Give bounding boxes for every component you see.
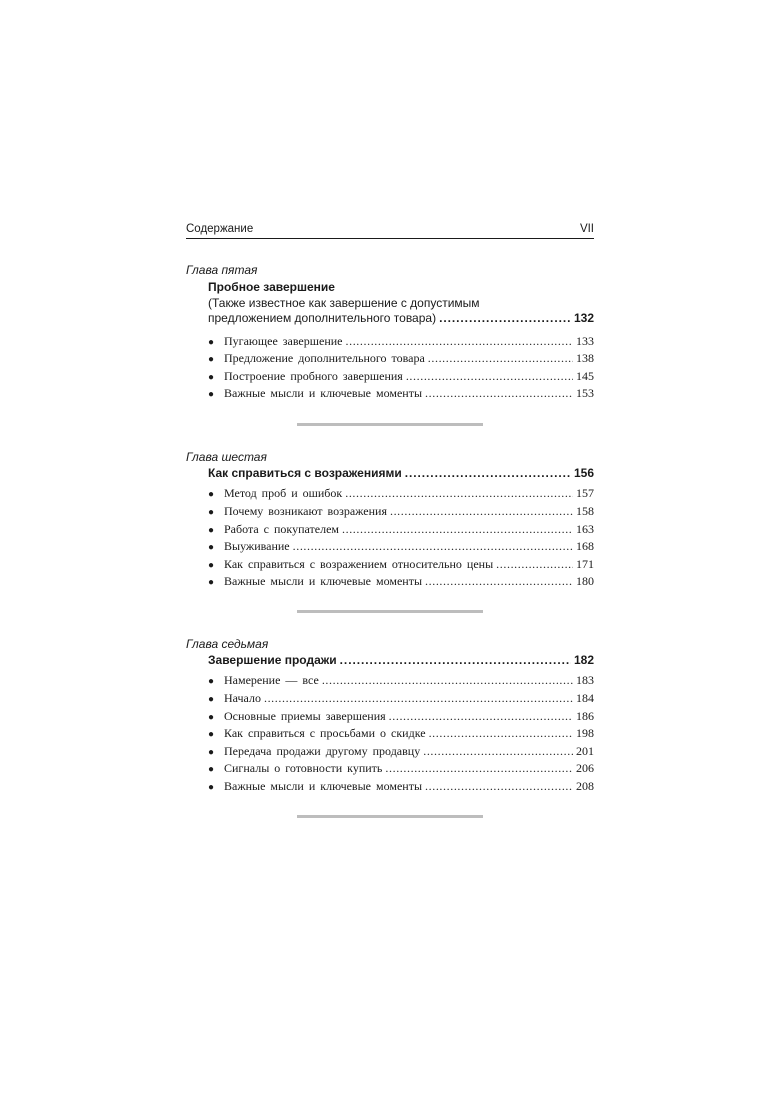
dot-leader xyxy=(439,311,571,327)
dot-leader xyxy=(340,653,571,669)
toc-entry-page: 171 xyxy=(576,556,594,571)
toc-entry-title: Основные приемы завершения xyxy=(224,708,386,723)
toc-entry[interactable] xyxy=(208,503,594,521)
bullet-icon: ● xyxy=(208,354,215,366)
toc-entry-title: Почему возникают возражения xyxy=(224,503,387,518)
bullet-icon: ● xyxy=(208,711,215,723)
dot-leader xyxy=(428,350,573,368)
section-list xyxy=(208,333,594,403)
toc-entry[interactable] xyxy=(208,556,594,574)
toc-entry[interactable] xyxy=(208,690,594,708)
toc-entry-page: 168 xyxy=(576,539,594,554)
chapter-subtitle-line: предложением дополнительного товара) xyxy=(208,311,437,325)
chapter-title-entry[interactable] xyxy=(208,653,594,669)
chapter-title: Завершение продажи xyxy=(208,652,337,667)
chapter-label: Глава пятая xyxy=(186,263,258,277)
running-head-page-number: VII xyxy=(579,223,594,235)
dot-leader xyxy=(423,743,573,761)
section-divider xyxy=(297,610,483,613)
toc-entry-page: 198 xyxy=(576,726,594,741)
bullet-icon: ● xyxy=(208,694,215,706)
toc-entry[interactable] xyxy=(208,743,594,761)
toc-entry-title: Сигналы о готовности купить xyxy=(224,761,383,776)
dot-leader xyxy=(342,521,573,539)
dot-leader xyxy=(405,466,571,482)
chapter-label: Глава седьмая xyxy=(186,636,269,651)
dot-leader xyxy=(425,778,573,796)
bullet-icon: ● xyxy=(208,489,215,501)
running-head xyxy=(186,222,594,239)
bullet-icon: ● xyxy=(208,729,215,741)
chapter-title: Как справиться с возражениями xyxy=(208,465,402,480)
section-list xyxy=(208,672,594,795)
dot-leader xyxy=(385,760,573,778)
chapter-title: Пробное завершение xyxy=(208,280,335,294)
toc-entry-page: 186 xyxy=(576,708,594,723)
toc-entry-page: 163 xyxy=(576,521,594,536)
toc-entry[interactable] xyxy=(208,538,594,556)
chapter-page-number: 132 xyxy=(573,311,594,325)
toc-entry[interactable] xyxy=(208,350,594,368)
toc-page xyxy=(186,222,594,818)
bullet-icon: ● xyxy=(208,577,215,589)
toc-entry[interactable] xyxy=(208,672,594,690)
section-list xyxy=(208,485,594,591)
bullet-icon: ● xyxy=(208,506,215,518)
dot-leader xyxy=(429,725,573,743)
toc-entry-page: 206 xyxy=(576,761,594,776)
dot-leader xyxy=(496,556,573,574)
running-head-title: Содержание xyxy=(186,223,254,235)
toc-entry[interactable] xyxy=(208,573,594,591)
toc-entry-page: 153 xyxy=(576,386,594,401)
dot-leader xyxy=(389,708,573,726)
bullet-icon: ● xyxy=(208,389,215,401)
chapter-page-number: 182 xyxy=(573,652,594,667)
toc-entry-title: Пугающее завершение xyxy=(224,333,343,348)
chapter-title-entry[interactable] xyxy=(208,466,594,482)
chapter-5 xyxy=(186,263,594,403)
bullet-icon: ● xyxy=(208,676,215,688)
dot-leader xyxy=(264,690,573,708)
section-divider xyxy=(297,423,483,426)
chapter-title-block xyxy=(208,280,594,327)
toc-entry[interactable] xyxy=(208,725,594,743)
toc-entry-title: Метод проб и ошибок xyxy=(224,486,343,501)
bullet-icon: ● xyxy=(208,746,215,758)
toc-entry[interactable] xyxy=(208,521,594,539)
toc-entry-title: Построение пробного завершения xyxy=(224,368,403,383)
toc-entry-title: Работа с покупателем xyxy=(224,521,339,536)
toc-entry-page: 183 xyxy=(576,673,594,688)
toc-entry-page: 208 xyxy=(576,779,594,793)
bullet-icon: ● xyxy=(208,524,215,536)
dot-leader xyxy=(390,503,573,521)
toc-entry-page: 157 xyxy=(576,486,594,501)
toc-entry-title: Выуживание xyxy=(224,539,290,554)
dot-leader xyxy=(322,672,573,690)
toc-entry[interactable] xyxy=(208,485,594,503)
dot-leader xyxy=(346,333,574,351)
chapter-title-entry[interactable] xyxy=(208,311,594,327)
toc-entry-title: Важные мысли и ключевые моменты xyxy=(224,386,423,401)
toc-entry[interactable] xyxy=(208,385,594,403)
dot-leader xyxy=(425,573,573,591)
bullet-icon: ● xyxy=(208,336,215,348)
toc-entry-title: Начало xyxy=(224,691,261,706)
section-divider xyxy=(297,815,483,818)
toc-entry-page: 201 xyxy=(576,743,594,758)
chapter-title-block xyxy=(208,653,594,669)
chapter-label: Глава шестая xyxy=(186,449,267,464)
toc-entry-title: Важные мысли и ключевые моменты xyxy=(224,574,423,589)
chapter-7 xyxy=(186,637,594,796)
toc-entry[interactable] xyxy=(208,708,594,726)
toc-entry-page: 180 xyxy=(576,574,594,589)
chapter-subtitle-line: (Также известное как завершение с допустимым xyxy=(208,295,480,310)
bullet-icon: ● xyxy=(208,782,215,793)
toc-entry[interactable] xyxy=(208,333,594,351)
toc-entry[interactable] xyxy=(208,760,594,778)
toc-entry-page: 158 xyxy=(576,503,594,518)
toc-entry-page: 184 xyxy=(576,691,594,706)
toc-entry-title: Как справиться с возражением относительно цены xyxy=(224,556,494,571)
toc-entry-page: 133 xyxy=(576,333,594,348)
bullet-icon: ● xyxy=(208,764,215,776)
bullet-icon: ● xyxy=(208,542,215,554)
dot-leader xyxy=(406,368,573,386)
bullet-icon: ● xyxy=(208,559,215,571)
dot-leader xyxy=(345,485,573,503)
toc-entry-title: Передача продажи другому продавцу xyxy=(224,743,421,758)
bullet-icon: ● xyxy=(208,371,215,383)
chapter-6 xyxy=(186,450,594,591)
chapter-title-block xyxy=(208,466,594,482)
toc-entry-title: Намерение — все xyxy=(224,673,319,688)
chapter-page-number: 156 xyxy=(573,465,594,480)
dot-leader xyxy=(425,385,573,403)
toc-entry-title: Как справиться с просьбами о скидке xyxy=(224,726,426,741)
toc-entry-title: Важные мысли и ключевые моменты xyxy=(224,779,423,793)
toc-entry[interactable] xyxy=(208,368,594,386)
toc-entry[interactable] xyxy=(208,778,594,796)
dot-leader xyxy=(293,538,573,556)
toc-entry-title: Предложение дополнительного товара xyxy=(224,351,425,366)
toc-entry-page: 145 xyxy=(576,368,594,383)
toc-entry-page: 138 xyxy=(576,351,594,366)
